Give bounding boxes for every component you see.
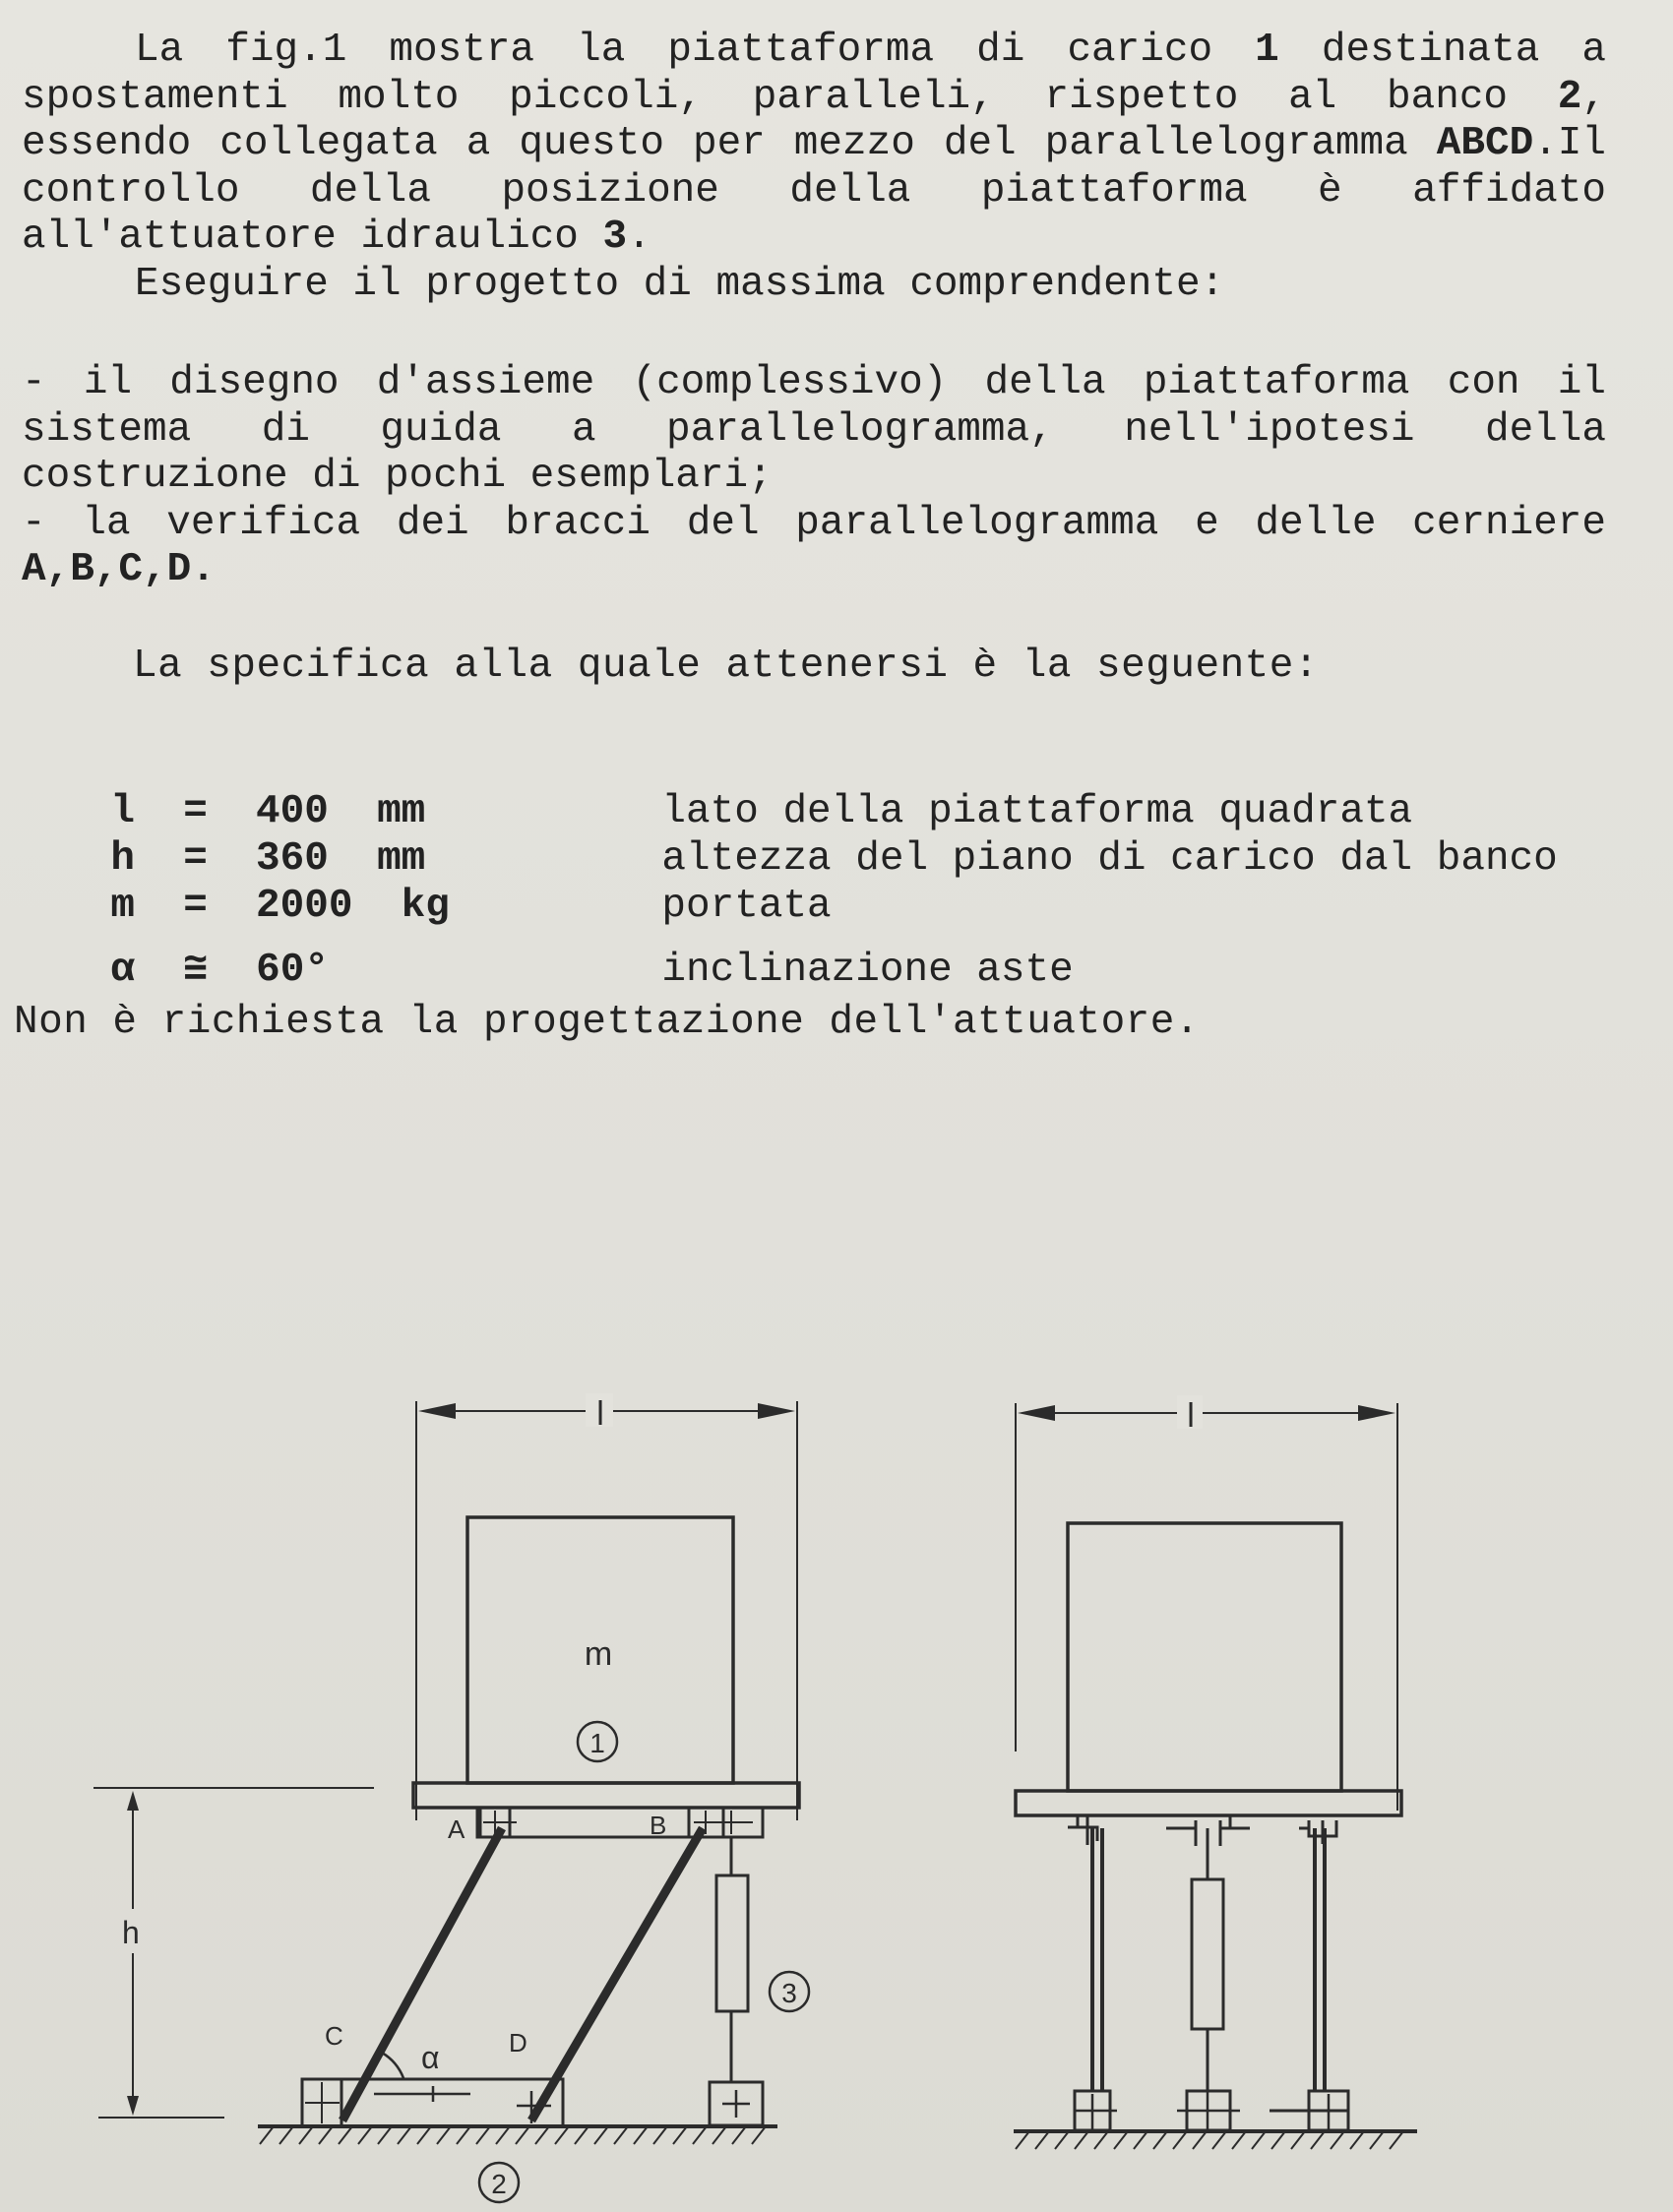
spec-intro: La specifica alla quale attenersi è la seguente: xyxy=(133,644,1319,689)
spec-symbol: h = 360 mm xyxy=(110,836,426,882)
callout-2-label: 2 xyxy=(491,2169,507,2199)
intro-text-4: .Il controllo della posizione della piattaforma è affidato all'attuatore idraulico xyxy=(22,121,1606,260)
arm-ac xyxy=(342,1828,502,2120)
front-view xyxy=(93,1393,809,2202)
platform-plate xyxy=(1016,1791,1401,1815)
arrow-right-icon xyxy=(1358,1405,1395,1421)
spec-symbol: α ≅ 60° xyxy=(110,948,329,993)
bench-hatch xyxy=(1016,2131,1403,2149)
arrow-right-icon xyxy=(758,1403,795,1419)
actuator-cylinder xyxy=(1192,1879,1223,2029)
platform-plate xyxy=(413,1783,799,1808)
angle-arc xyxy=(382,2053,403,2078)
arrow-left-icon xyxy=(1018,1405,1055,1421)
arrow-left-icon xyxy=(418,1403,456,1419)
task-item-1: - il disegno d'assieme (complessivo) della piattaforma con il sistema di guida a parallelogramma, nell'ipotesi della costruzione di pochi esemplari; xyxy=(22,360,1606,499)
spec-desc: inclinazione aste xyxy=(661,948,1074,993)
ref-parallelogram: ABCD xyxy=(1436,121,1534,166)
mass-label: m xyxy=(584,1635,613,1673)
hinge-label-a: A xyxy=(448,1814,465,1844)
figure-1 xyxy=(0,1358,1673,2212)
spec-symbol: l = 400 mm xyxy=(110,789,426,834)
task-list xyxy=(22,360,1606,594)
callout-1-label: 1 xyxy=(589,1728,605,1758)
ref-bench: 2 xyxy=(1557,74,1582,120)
arrow-down-icon xyxy=(127,2096,139,2116)
intro-text-5: . xyxy=(627,215,651,260)
note: Non è richiesta la progettazione dell'attuatore. xyxy=(14,1000,1200,1045)
side-view xyxy=(1014,1395,1417,2149)
spec-desc: altezza del piano di carico dal banco xyxy=(661,836,1558,882)
task-heading: Eseguire il progetto di massima comprendente: xyxy=(135,261,1225,307)
mass-block xyxy=(1068,1523,1341,1791)
actuator-cylinder xyxy=(716,1875,748,2011)
bench-hatch xyxy=(260,2126,766,2144)
task-item-2-hinges: A,B,C,D. xyxy=(22,547,216,592)
intro-paragraph xyxy=(22,28,1606,308)
intro-text-2: destinata a spostamenti molto piccoli, paralleli, rispetto al banco xyxy=(22,28,1607,120)
intro-text-3: , essendo collegata a questo per mezzo del parallelogramma xyxy=(22,74,1606,166)
dim-label-l: l xyxy=(1187,1397,1195,1435)
intro-text-1: La fig.1 mostra la piattaforma di carico xyxy=(135,28,1256,73)
arm-bd xyxy=(531,1828,703,2120)
callout-3-label: 3 xyxy=(781,1978,797,2008)
ref-platform: 1 xyxy=(1255,28,1279,73)
spec-symbol: m = 2000 kg xyxy=(110,884,450,929)
task-item-2 xyxy=(22,501,1606,594)
ref-actuator: 3 xyxy=(602,215,628,260)
dim-label-l: l xyxy=(596,1395,604,1433)
angle-label-alpha: α xyxy=(421,2040,440,2075)
task-item-2-text: - la verifica dei bracci del parallelogramma e delle cerniere xyxy=(22,500,1606,546)
hinge-label-d: D xyxy=(509,2028,527,2058)
arrow-up-icon xyxy=(127,1791,139,1811)
hinge-bracket-right xyxy=(1299,1820,1336,1844)
dim-label-h: h xyxy=(122,1915,140,1950)
hinge-label-b: B xyxy=(650,1811,667,1840)
spec-desc: lato della piattaforma quadrata xyxy=(661,789,1413,834)
spec-desc: portata xyxy=(661,884,832,929)
hinge-label-c: C xyxy=(325,2021,343,2051)
